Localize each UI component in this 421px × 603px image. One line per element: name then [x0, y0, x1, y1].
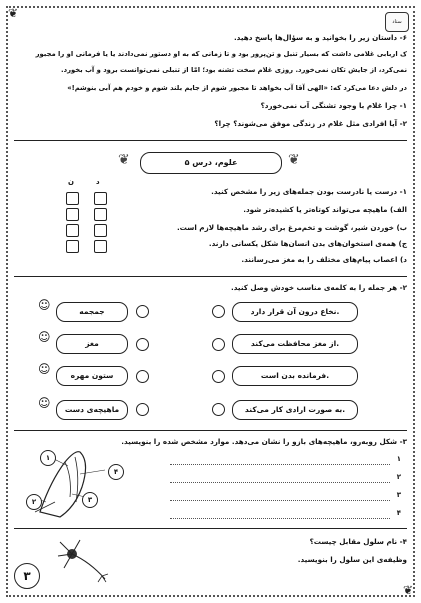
smiley-icon: ☺ [38, 330, 51, 344]
match-dot[interactable] [212, 305, 225, 318]
match-dot[interactable] [136, 370, 149, 383]
q6-story-line1: ﮎ اربابی غلامی داشت که بسیار تنبل و تن‌پرور بود و تا زمانی که به او دستور نمی‌دادند یا یا فرمانی او را مجبور [35, 50, 407, 58]
match-word: جمجمه [56, 302, 128, 322]
smiley-icon: ☺ [38, 362, 51, 376]
figure-label: ۲ [26, 494, 42, 510]
match-dot[interactable] [136, 403, 149, 416]
answer-line[interactable] [170, 500, 390, 501]
corner-ornament-icon: ❦ [402, 583, 413, 597]
q6-title: ۶- داستان زیر را بخوانید و به سؤال‌ها پاسخ دهید. [233, 33, 407, 42]
section-divider [14, 140, 407, 141]
q6-story-line2: نمی‌کرد، از جایش تکان نمی‌خورد. روزی غلام سخت تشنه بود؛ امّا از تنبلی نمی‌توانست برود و آب بخورد. [61, 66, 407, 74]
match-word: ماهیچه‌ی دست [56, 400, 128, 420]
match-sentence: به صورت ارادی کار می‌کند. [232, 400, 358, 420]
answer-line[interactable] [170, 464, 390, 465]
butterfly-icon: ❦ [118, 152, 130, 168]
col-false-header: ن [68, 178, 74, 186]
section-divider [14, 276, 407, 277]
answer-line[interactable] [170, 518, 390, 519]
col-true-header: د [96, 178, 100, 186]
answer-line-number: ۱ [396, 455, 401, 463]
match-word: مغز [56, 334, 128, 354]
q2-title: ۲- هر جمله را به کلمه‌ی مناسب خودش وصل کنید. [231, 283, 407, 292]
q1-item-dal: د) اعصاب پیام‌های مختلف را به مغز می‌رسانند. [241, 255, 407, 264]
answer-line-number: ۴ [396, 509, 401, 517]
q1-title: ۱- درست یا نادرست بودن جمله‌های زیر را مشخص کنید. [211, 187, 407, 196]
q6-story-line3: در دلش دعا می‌کرد که: «الهی آقا آب بخواهد تا مجبور شوم از جایم بلند شوم و خودم هم آبی بنوشم!» [67, 84, 407, 92]
q1-item-jim: ج) همه‌ی استخوان‌های بدن انسان‌ها شکل یکسانی دارند. [208, 239, 407, 248]
match-sentence: فرمانده بدن است. [232, 366, 358, 386]
q1-item-be: ب) خوردن شیر، گوشت و تخم‌مرغ برای رشد ماهیچه‌ها لازم است. [176, 223, 407, 232]
match-word: ستون مهره [56, 366, 128, 386]
publisher-logo: ستاد [385, 12, 409, 32]
figure-label: ۳ [82, 492, 98, 508]
match-sentence: از مغز محافظت می‌کند. [232, 334, 358, 354]
page-number: ۳ [14, 563, 40, 589]
figure-label: ۴ [108, 464, 124, 480]
section-divider [14, 430, 407, 431]
butterfly-icon: ❦ [288, 152, 300, 168]
answer-line[interactable] [170, 482, 390, 483]
lesson-title: علوم، درس ۵ [140, 152, 282, 174]
section-divider [14, 528, 407, 529]
match-dot[interactable] [212, 338, 225, 351]
match-sentence: نخاع درون آن قرار دارد. [232, 302, 358, 322]
q4-title: ۴- نام سلول مقابل چیست؟ [309, 537, 407, 546]
figure-label: ۱ [40, 450, 56, 466]
match-dot[interactable] [212, 403, 225, 416]
smiley-icon: ☺ [38, 396, 51, 410]
answer-line-number: ۲ [396, 473, 401, 481]
answer-line-number: ۳ [396, 491, 401, 499]
arm-muscle-illustration [20, 442, 130, 522]
corner-ornament-icon: ❦ [8, 6, 19, 20]
match-dot[interactable] [136, 338, 149, 351]
neuron-cell-illustration [50, 534, 110, 584]
q1-item-alef: الف) ماهیچه می‌تواند کوتاه‌تر یا کشیده‌تر شود. [243, 205, 407, 214]
q6-sub1: ۱- چرا غلام با وجود تشنگی آب نمی‌خورد؟ [260, 101, 407, 110]
q6-sub2: ۲- آیا افرادی مثل غلام در زندگی موفق می‌شوند؟ چرا؟ [214, 119, 407, 128]
match-dot[interactable] [136, 305, 149, 318]
q3-title: ۳- شکل روبه‌رو، ماهیچه‌های بازو را نشان می‌دهد. موارد مشخص شده را بنویسید. [121, 437, 407, 446]
q4-sub: وظیفه‌ی این سلول را بنویسید. [297, 555, 407, 564]
match-dot[interactable] [212, 370, 225, 383]
smiley-icon: ☺ [38, 298, 51, 312]
